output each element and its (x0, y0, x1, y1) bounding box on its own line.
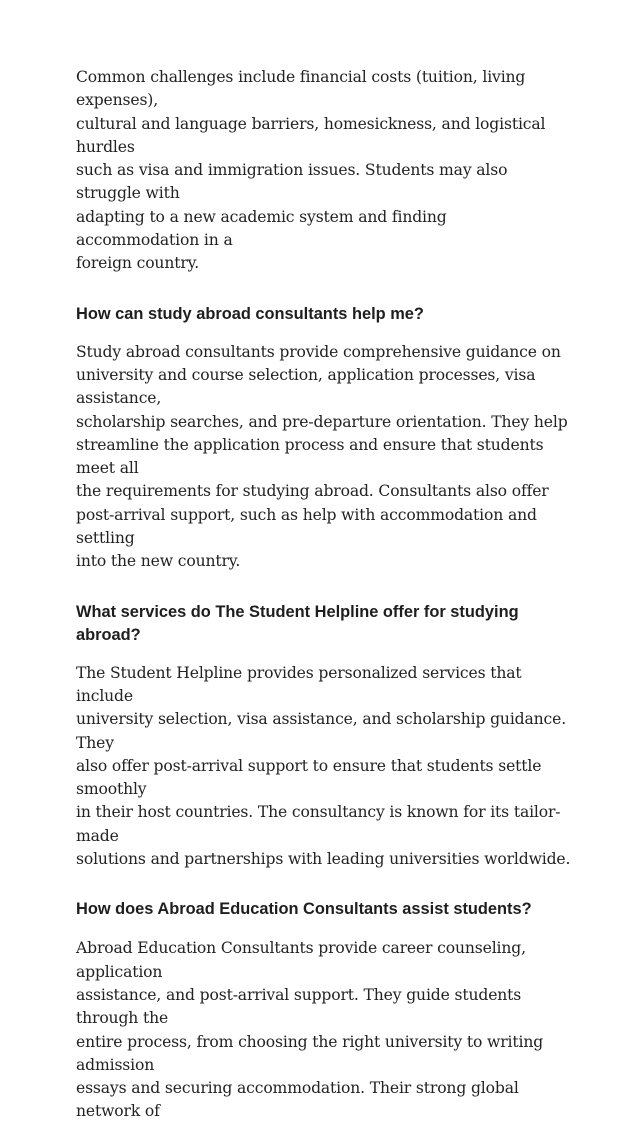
student-helpline-paragraph: The Student Helpline provides personalized services that include university selection, visa assistance, and scholarship guidance. They also offer post-arrival support to ensure that students settle smoothly in their host countries. The consultancy is known for its tailor-made solutions and partnerships with leading universities worldwide. (76, 663, 571, 869)
challenges-paragraph: Common challenges include financial costs (tuition, living expenses), cultural and language barriers, homesickness, and logistical hurdles such as visa and immigration issues. Students may also struggle with adapting to a new academic system and finding accommodation in a foreign country. (76, 68, 546, 273)
abroad-education-heading: How does Abroad Education Consultants assist students? (76, 900, 532, 919)
consultants-help-paragraph: Study abroad consultants provide comprehensive guidance on university and course selection, application processes, visa assistance, scholarship searches, and pre-departure orientation. They help streamline the application process and ensure that students meet all the requirements for studying abroad. Consultants also offer post-arrival support, such as help with accommodation and settling into the new country. (76, 342, 568, 571)
student-helpline-heading: What services do The Student Helpline offer for studying abroad? (76, 602, 519, 644)
abroad-education-paragraph: Abroad Education Consultants provide career counseling, application assistance, and post-arrival support. They guide students through the entire process, from choosing the right university to writing admission essays and securing accommodation. Their strong global network of (76, 939, 544, 1121)
consultants-help-heading: How can study abroad consultants help me? (76, 304, 424, 323)
